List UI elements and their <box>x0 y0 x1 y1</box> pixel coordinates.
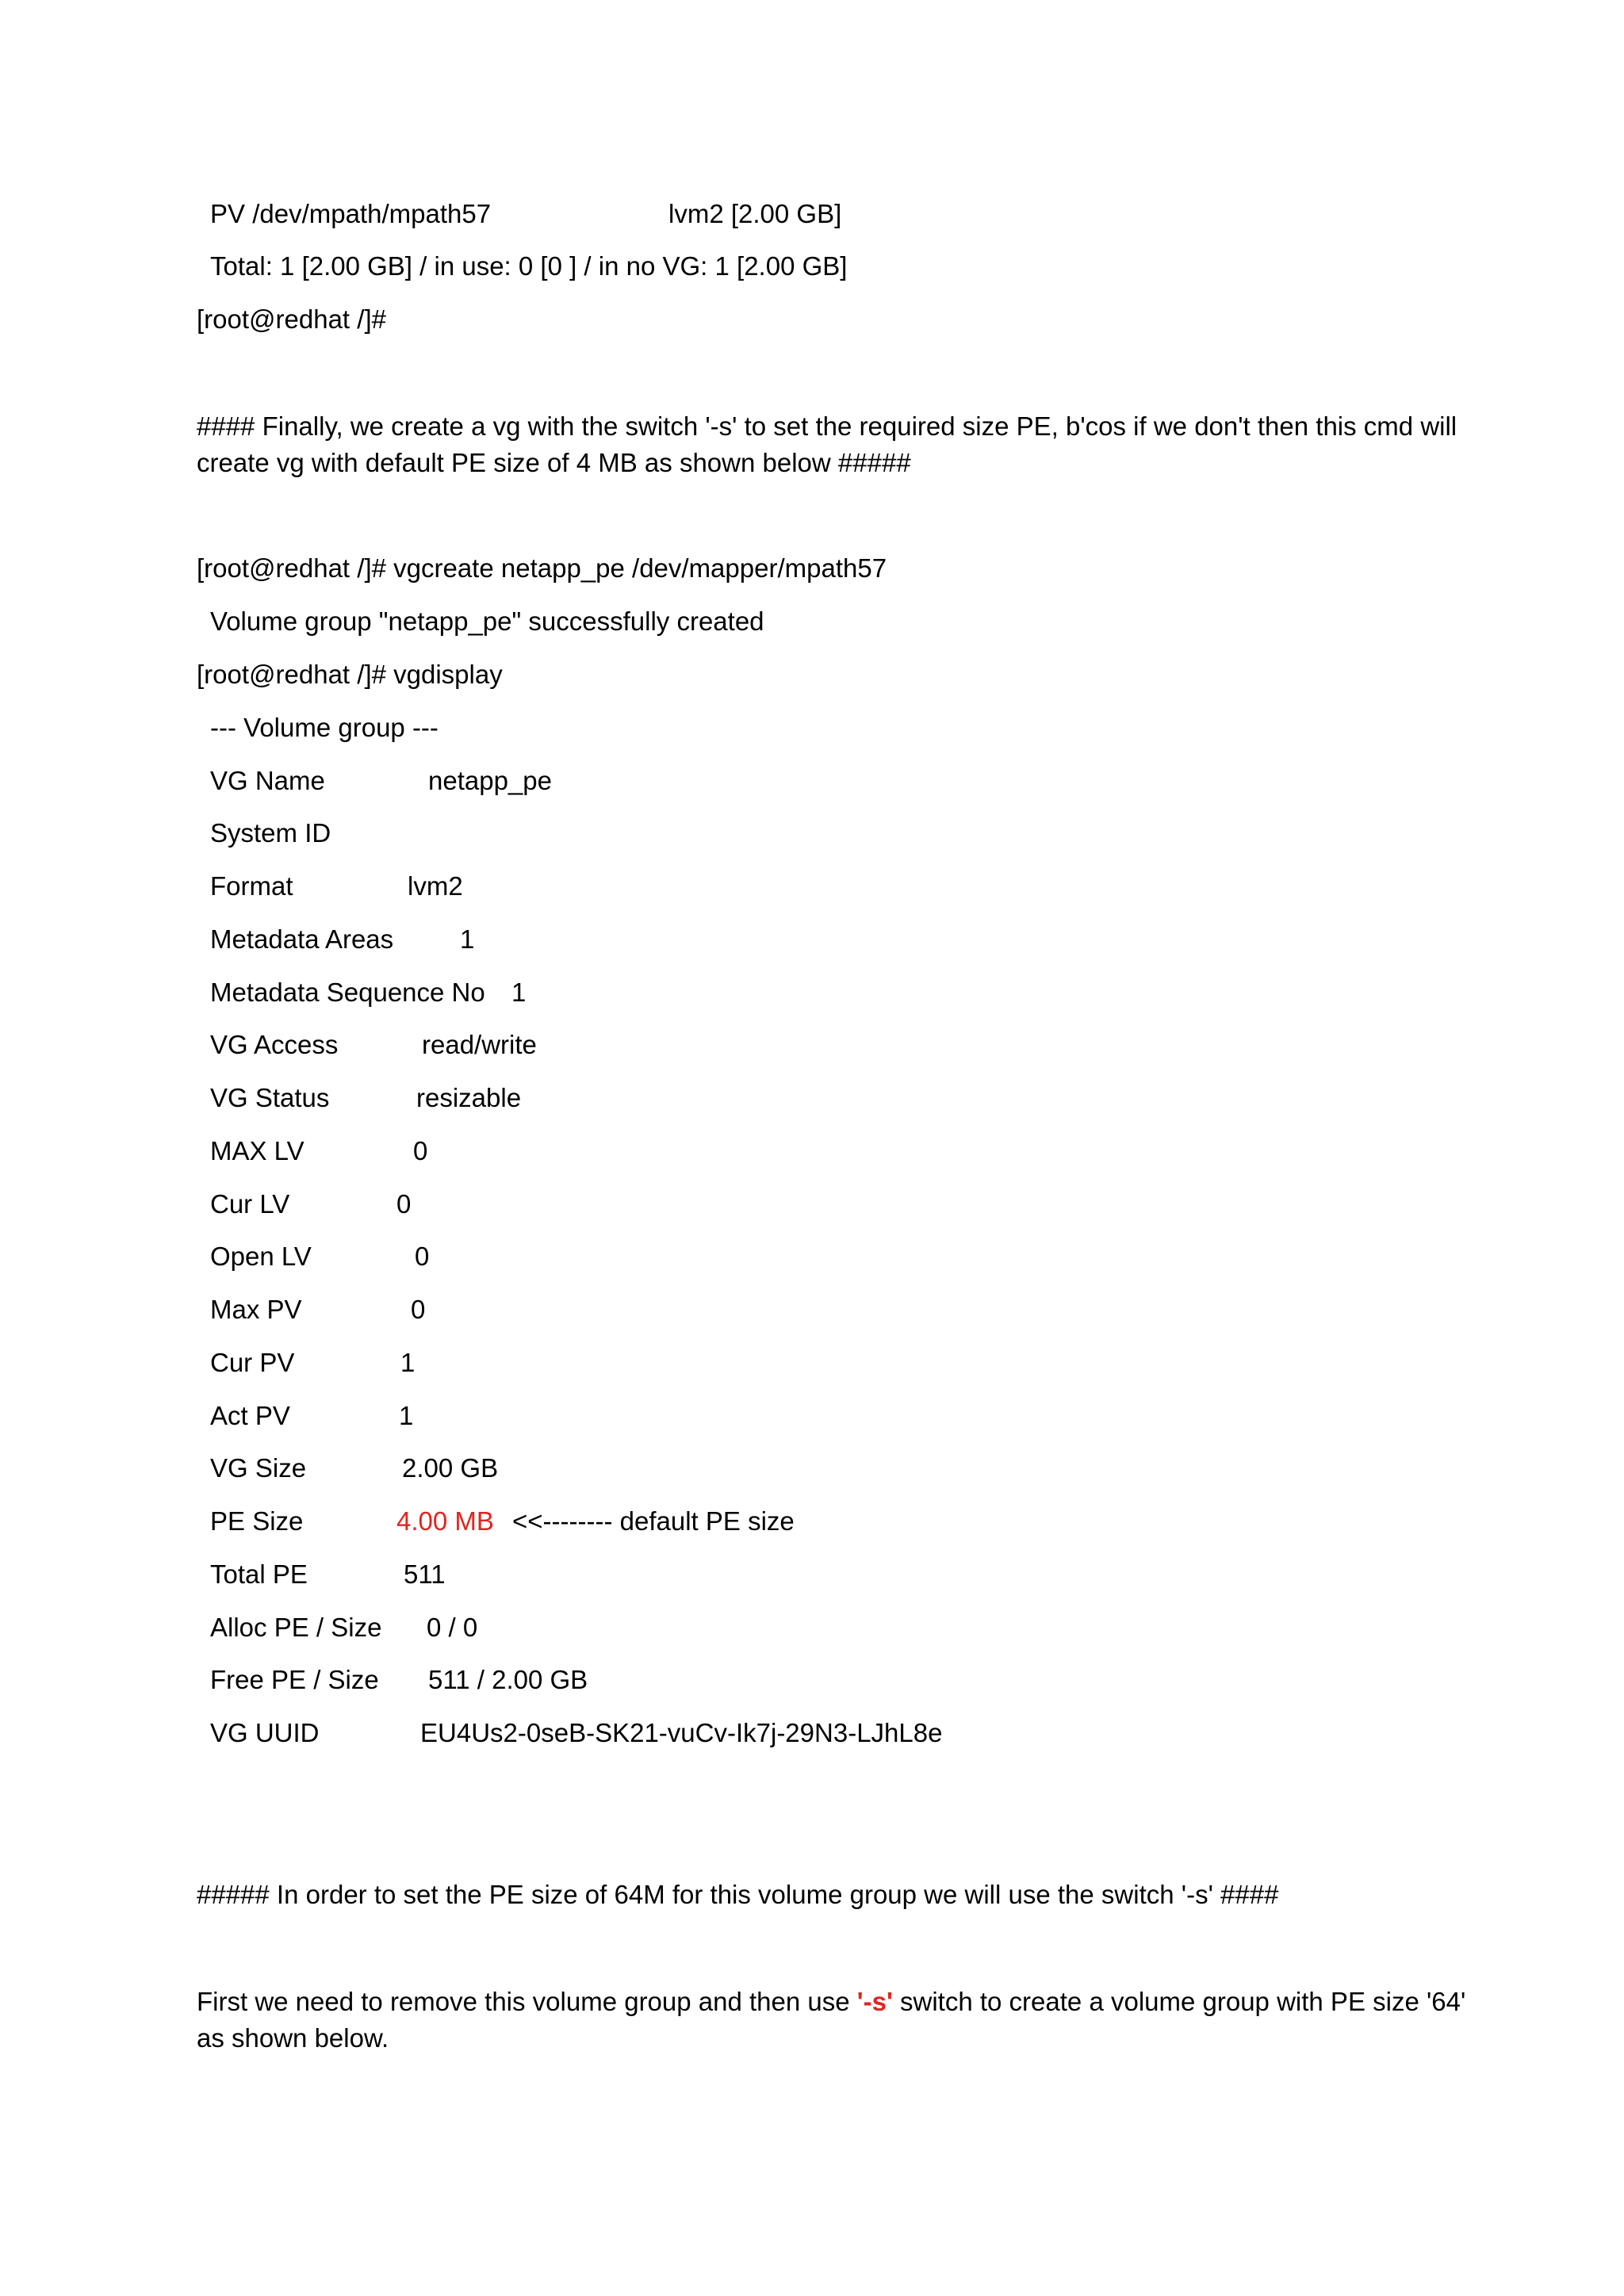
vg-row-value: 0 <box>413 1136 428 1165</box>
switch-s-highlight: '-s' <box>856 1987 893 2016</box>
vg-row-value: 1 <box>511 978 527 1007</box>
vg-row-value: 1 <box>399 1401 414 1430</box>
note-remove-vg-before: First we need to remove this volume group and then use <box>197 1987 857 2016</box>
vg-row-value: resizable <box>416 1083 522 1112</box>
note-pe-64m: ##### In order to set the PE size of 64M for this volume group we will use the switch '-s' #### <box>197 1880 1279 1909</box>
vg-row-label: VG UUID <box>210 1718 320 1747</box>
vgcreate-command: [root@redhat /]# vgcreate netapp_pe /dev/mapper/mpath57 <box>197 553 887 583</box>
vg-row-value: 511 / 2.00 GB <box>428 1665 588 1694</box>
vg-row-label: Metadata Areas <box>210 924 394 954</box>
vg-row-label: VG Name <box>210 766 325 795</box>
vg-row-value: netapp_pe <box>428 766 552 795</box>
vg-row-value: EU4Us2-0seB-SK21-vuCv-Ik7j-29N3-LJhL8e <box>420 1718 943 1747</box>
note-remove-vg <box>197 1984 1481 2057</box>
vg-row-value: 0 / 0 <box>427 1613 478 1642</box>
vgcreate-result: Volume group "netapp_pe" successfully created <box>210 607 764 636</box>
vg-row-label: Total PE <box>210 1559 308 1589</box>
vg-row-label: Max PV <box>210 1295 302 1324</box>
vg-row-value: lvm2 <box>408 871 463 901</box>
vg-row-value: 511 <box>404 1559 446 1589</box>
vg-row-value: 0 <box>415 1242 430 1271</box>
pe-size-value: 4.00 MB <box>396 1506 494 1536</box>
vg-row-label: Open LV <box>210 1242 312 1271</box>
vg-row-value: read/write <box>422 1030 537 1059</box>
pv-path: PV /dev/mpath/mpath57 <box>210 199 492 228</box>
vgdisplay-command: [root@redhat /]# vgdisplay <box>197 660 503 689</box>
vg-row-label: Format <box>210 871 293 901</box>
vg-row-label: MAX LV <box>210 1136 304 1165</box>
vg-row-value: 1 <box>460 924 475 954</box>
vg-row-label: Cur LV <box>210 1189 290 1219</box>
pv-line <box>210 197 491 232</box>
vg-row-label: PE Size <box>210 1506 304 1536</box>
vg-row-value: 1 <box>400 1348 416 1377</box>
note-default-pe: #### Finally, we create a vg with the switch '-s' to set the required size PE, b'cos if we don't then this cmd will create vg with default PE size of 4 MB as shown below ##### <box>197 411 1457 477</box>
vg-row-label: Free PE / Size <box>210 1665 379 1694</box>
vg-row-label: Alloc PE / Size <box>210 1613 382 1642</box>
vg-row-value: 0 <box>396 1189 412 1219</box>
pv-format: lvm2 [2.00 GB] <box>668 199 842 228</box>
vg-row-label: VG Size <box>210 1453 307 1483</box>
vg-row-label: VG Status <box>210 1083 330 1112</box>
shell-prompt: [root@redhat /]# <box>197 304 386 334</box>
vg-row-label: Act PV <box>210 1401 290 1430</box>
vg-row-value: 0 <box>411 1295 426 1324</box>
pv-total-line: Total: 1 [2.00 GB] / in use: 0 [0 ] / in no VG: 1 [2.00 GB] <box>210 251 848 281</box>
vgdisplay-header: --- Volume group --- <box>210 713 439 742</box>
pe-size-annotation: <<-------- default PE size <box>512 1506 795 1536</box>
vg-row-label: System ID <box>210 818 331 848</box>
vg-row-label: Cur PV <box>210 1348 295 1377</box>
vg-row-label: Metadata Sequence No <box>210 978 485 1007</box>
note-remove-vg-after: switch to create a volume group with PE size '64' as shown below. <box>197 1987 1466 2053</box>
vg-row-value: 2.00 GB <box>402 1453 499 1483</box>
vg-row-label: VG Access <box>210 1030 339 1059</box>
